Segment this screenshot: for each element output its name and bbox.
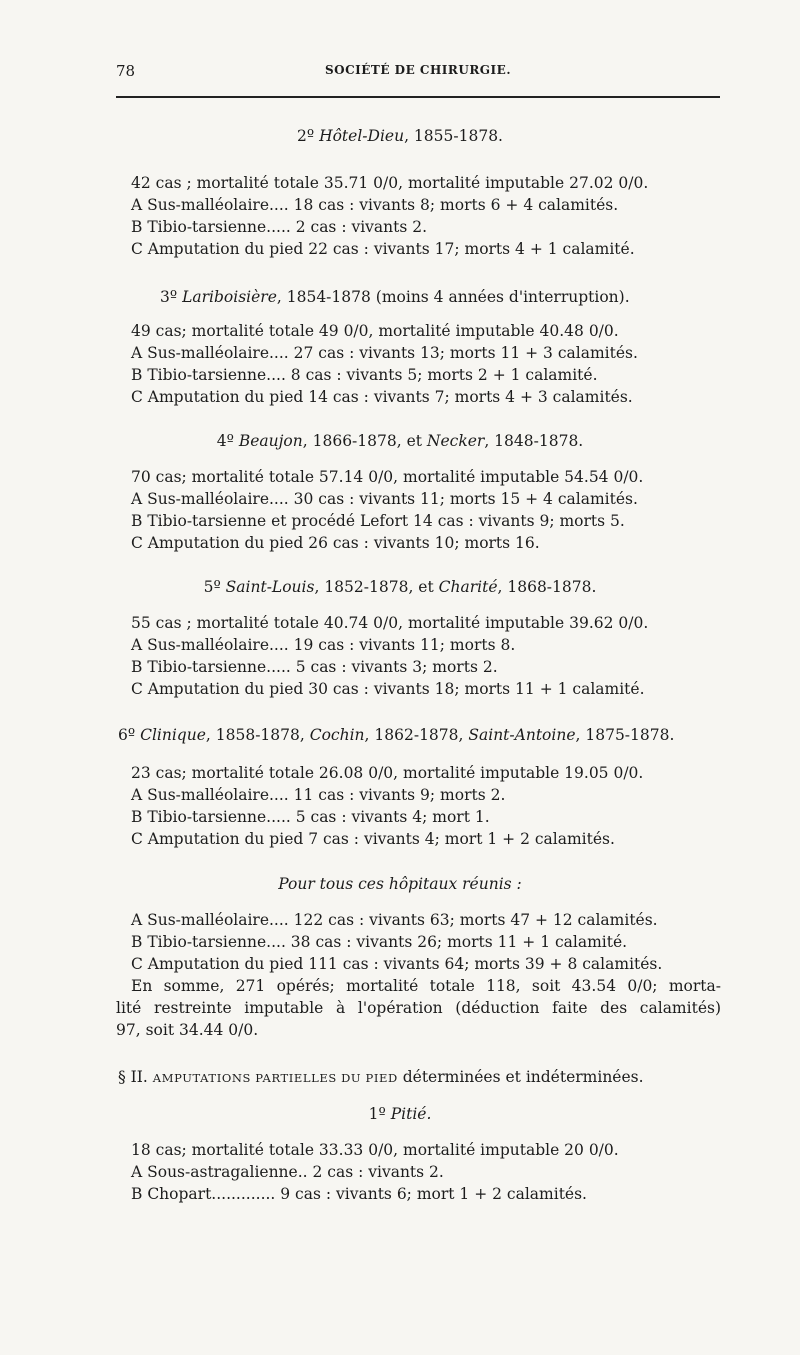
section-dates: , 1854-1878 (moins 4 années d'interruption). (276, 288, 630, 306)
section-heading (0, 431, 800, 451)
hospital-name: Pitié. (390, 1105, 432, 1123)
stat-line: 55 cas ; mortalité totale 40.74 0/0, mortalité imputable 39.62 0/0. (131, 614, 649, 632)
section-dates: , 1862-1878, (364, 726, 469, 744)
stat-line: C Amputation du pied 26 cas : vivants 10; morts 16. (131, 534, 540, 552)
running-title: SOCIÉTÉ DE CHIRURGIE. (324, 63, 511, 77)
section-dates: , 1848-1878. (484, 432, 584, 450)
paragraph-line: lité restreinte imputable à l'opération (déduction faite des calamités) (116, 999, 721, 1017)
stat-line: B Tibio-tarsienne.... 8 cas : vivants 5; morts 2 + 1 calamité. (131, 366, 598, 384)
paragraph-line: En somme, 271 opérés; mortalité totale 118, soit 43.54 0/0; morta- (131, 977, 721, 995)
hospital-name: Beaujon (238, 432, 303, 450)
hospital-name: Charité (438, 578, 498, 596)
stat-line: B Tibio-tarsienne..... 5 cas : vivants 4; mort 1. (131, 808, 490, 826)
section-sign: § II. (118, 1068, 148, 1086)
section-heading (160, 287, 630, 307)
running-header (116, 62, 720, 86)
part-title-rest: déterminées et indéterminées. (402, 1068, 644, 1086)
hospital-name: Clinique (140, 726, 206, 744)
hospital-name: Saint-Antoine (468, 726, 576, 744)
header-rule (116, 96, 720, 98)
stat-line: C Amputation du pied 7 cas : vivants 4; mort 1 + 2 calamités. (131, 830, 615, 848)
section-number: 5º (203, 578, 221, 596)
section-dates: , 1855-1878. (404, 127, 503, 145)
section-heading (118, 725, 674, 745)
stat-line: A Sus-malléolaire.... 18 cas : vivants 8; morts 6 + 4 calamités. (131, 196, 619, 214)
stat-line: C Amputation du pied 14 cas : vivants 7; morts 4 + 3 calamités. (131, 388, 633, 406)
hospital-name: Lariboisière (182, 288, 277, 306)
section-dates: , 1868-1878. (497, 578, 597, 596)
section-heading (0, 126, 800, 146)
part-title-smallcaps: AMPUTATIONS PARTIELLES DU PIED (152, 1071, 398, 1085)
stat-line: B Tibio-tarsienne et procédé Lefort 14 cas : vivants 9; morts 5. (131, 512, 625, 530)
stat-line: A Sus-malléolaire.... 30 cas : vivants 11; morts 15 + 4 calamités. (131, 490, 638, 508)
section-dates: , 1866-1878, et (302, 432, 427, 450)
part-heading (118, 1067, 644, 1088)
hospital-name: Necker (426, 432, 485, 450)
stat-line: B Chopart............. 9 cas : vivants 6; mort 1 + 2 calamités. (131, 1185, 587, 1203)
summary-heading: Pour tous ces hôpitaux réunis : (278, 875, 522, 893)
section-number: 4º (216, 432, 234, 450)
section-number: 3º (160, 288, 178, 306)
hospital-name: Saint-Louis (225, 578, 315, 596)
stat-line: A Sus-malléolaire.... 11 cas : vivants 9; morts 2. (131, 786, 506, 804)
section-number: 1º (368, 1105, 386, 1123)
section-number: 6º (118, 726, 136, 744)
stat-line: A Sus-malléolaire.... 27 cas : vivants 13; morts 11 + 3 calamités. (131, 344, 638, 362)
stat-line: C Amputation du pied 22 cas : vivants 17; morts 4 + 1 calamité. (131, 240, 635, 258)
section-dates: , 1875-1878. (575, 726, 675, 744)
summary-line: C Amputation du pied 111 cas : vivants 64; morts 39 + 8 calamités. (131, 955, 663, 973)
stat-line: 49 cas; mortalité totale 49 0/0, mortalité imputable 40.48 0/0. (131, 322, 619, 340)
stat-line: A Sous-astragalienne.. 2 cas : vivants 2. (131, 1163, 444, 1181)
section-heading (0, 577, 800, 597)
stat-line: 18 cas; mortalité totale 33.33 0/0, mortalité imputable 20 0/0. (131, 1141, 619, 1159)
subsection-heading (0, 1104, 800, 1124)
hospital-name: Cochin (309, 726, 365, 744)
hospital-name: Hôtel-Dieu (319, 127, 405, 145)
stat-line: B Tibio-tarsienne..... 5 cas : vivants 3; morts 2. (131, 658, 498, 676)
section-number: 2º (296, 127, 315, 145)
summary-line: B Tibio-tarsienne.... 38 cas : vivants 26; morts 11 + 1 calamité. (131, 933, 628, 951)
stat-line: C Amputation du pied 30 cas : vivants 18; morts 11 + 1 calamité. (131, 680, 645, 698)
stat-line: 42 cas ; mortalité totale 35.71 0/0, mortalité imputable 27.02 0/0. (131, 174, 649, 192)
stat-line: A Sus-malléolaire.... 19 cas : vivants 11; morts 8. (131, 636, 516, 654)
stat-line: 70 cas; mortalité totale 57.14 0/0, mortalité imputable 54.54 0/0. (131, 468, 644, 486)
stat-line: B Tibio-tarsienne..... 2 cas : vivants 2. (131, 218, 428, 236)
section-dates: , 1852-1878, et (314, 578, 439, 596)
stat-line: 23 cas; mortalité totale 26.08 0/0, mortalité imputable 19.05 0/0. (131, 764, 644, 782)
section-dates: , 1858-1878, (205, 726, 310, 744)
paragraph-line: 97, soit 34.44 0/0. (116, 1021, 259, 1039)
summary-line: A Sus-malléolaire.... 122 cas : vivants 63; morts 47 + 12 calamités. (131, 911, 658, 929)
page-number: 78 (116, 62, 136, 80)
